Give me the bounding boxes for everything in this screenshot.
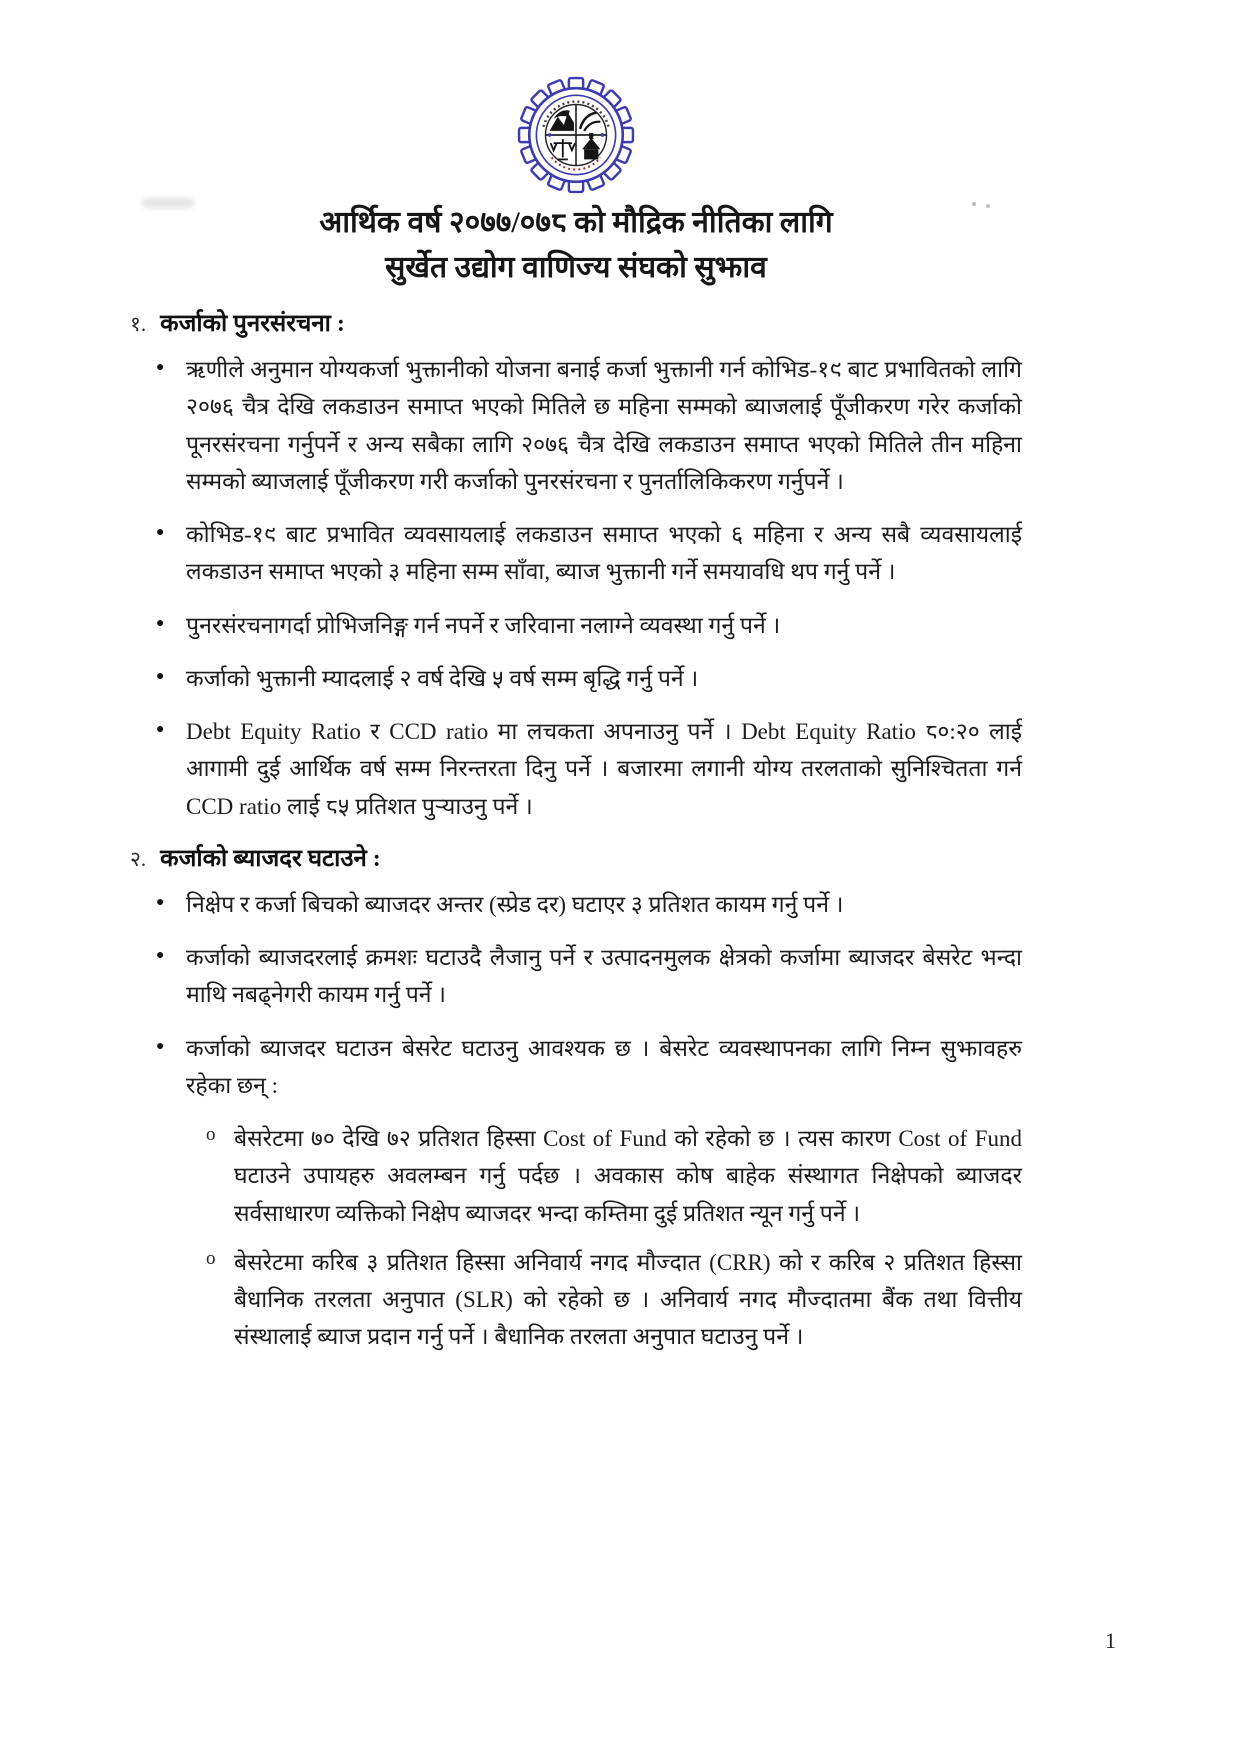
bullet-dot-icon: ● — [156, 894, 165, 910]
bullet-dot-icon: ● — [156, 360, 165, 375]
bullet-text: कर्जाको भुक्तानी म्यादलाई २ वर्ष देखि ५ वर्ष सम्म बृद्धि गर्नु पर्ने । — [186, 665, 699, 691]
bullet-text: ऋणीले अनुमान योग्यकर्जा भुक्तानीको योजना बनाई कर्जा भुक्तानी गर्न कोभिड-१९ बाट प्रभावितको लागि २०७६ चैत्र देखि लकडाउन समाप्त भएको मितिले छ महिना सम्मको ब्याजलाई पूँजीकरण गरेर कर्जाको पूनरसंरचना गर्नुपर्ने र अन्य सबैका लागि २०७६ चैत्र देखि लकडाउन समाप्त भएको मितिले तीन महिना सम्मको ब्याजलाई पूँजीकरण गरी कर्जाको पुनरसंरचना र पुनर्तालिकिकरण गर्नुपर्ने । — [186, 357, 1022, 494]
bullet-item — [156, 939, 1022, 1014]
sub-bullet-text: बेसरेटमा करिब ३ प्रतिशत हिस्सा अनिवार्य नगद मौज्दात (CRR) को र करिब २ प्रतिशत हिस्सा बैधानिक तरलता अनुपात (SLR) को रहेको छ । अनिवार्य नगद मौज्दातमा बैंक तथा वित्तीय संस्थालाई ब्याज प्रदान गर्नु पर्ने । बैधानिक तरलता अनुपात घटाउनु पर्ने । — [234, 1249, 1022, 1350]
section-number: २. — [130, 846, 147, 871]
organization-seal-icon — [515, 74, 637, 196]
bullet-dot-icon: ● — [156, 668, 165, 684]
bullet-circle-icon: o — [206, 1247, 216, 1269]
page-number: 1 — [1105, 1628, 1116, 1653]
bullet-dot-icon: ● — [156, 525, 165, 540]
section-title: कर्जाको ब्याजदर घटाउने : — [160, 845, 381, 872]
section-interest-rate-reduction — [130, 841, 1022, 1356]
bullet-dot-icon: ● — [156, 722, 165, 737]
bullet-text: पुनरसंरचनागर्दा प्रोभिजनिङ्ग गर्न नपर्ने र जरिवाना नलाग्ने व्यवस्था गर्नु पर्ने । — [186, 612, 781, 638]
bullet-dot-icon: ● — [156, 615, 165, 631]
sub-bullet-item — [206, 1244, 1022, 1356]
bullet-text: कोभिड-१९ बाट प्रभावित व्यवसायलाई लकडाउन समाप्त भएको ६ महिना र अन्य सबै व्यवसायलाई लकडाउन समाप्त भएको ३ महिना सम्म साँवा, ब्याज भुक्तानी गर्ने समयावधि थप गर्नु पर्ने । — [186, 522, 1022, 585]
sub-bullet-item — [206, 1120, 1022, 1232]
sub-bullet-text: बेसरेटमा ७० देखि ७२ प्रतिशत हिस्सा Cost of Fund को रहेको छ । त्यस कारण Cost of Fund घटाउने उपायहरु अवलम्बन गर्नु पर्दछ । अवकास कोष बाहेक संस्थागत निक्षेपको ब्याजदर सर्वसाधारण व्यक्तिको निक्षेप ब्याजदर भन्दा कम्तिमा दुई प्रतिशत न्यून गर्नु पर्ने । — [234, 1126, 1022, 1226]
section-number: १. — [130, 312, 147, 336]
section-heading — [130, 841, 1022, 874]
bullet-text: Debt Equity Ratio र CCD ratio मा लचकता अपनाउनु पर्ने । Debt Equity Ratio ८०:२० लाई आगामी दुई आर्थिक वर्ष सम्म निरन्तरता दिनु पर्ने । बजारमा लगानी योग्य तरलताको सुनिश्चितता गर्न CCD ratio लाई ८५ प्रतिशत पुऱ्याउनु पर्ने । — [186, 719, 1022, 819]
bullet-text: कर्जाको ब्याजदरलाई क्रमशः घटाउदै लैजानु पर्ने र उत्पादनमुलक क्षेत्रको कर्जामा ब्याजदर बेसरेट भन्दा माथि नबढ्नेगरी कायम गर्नु पर्ने । — [186, 945, 1022, 1008]
sub-bullet-list — [206, 1120, 1022, 1356]
bullet-item — [156, 660, 1022, 697]
bullet-item — [156, 351, 1022, 500]
title-line-2: सुर्खेत उद्योग वाणिज्य संघको सुझाव — [385, 251, 767, 284]
bullet-dot-icon: ● — [156, 1038, 165, 1054]
page-title — [130, 200, 1022, 290]
bullet-item — [156, 1030, 1022, 1105]
bullet-item — [156, 516, 1022, 591]
scan-artifact — [972, 202, 976, 206]
bullet-circle-icon: o — [206, 1124, 216, 1145]
bullet-item — [156, 607, 1022, 644]
section-heading — [130, 306, 1022, 339]
bullet-item — [156, 713, 1022, 825]
bullet-item — [156, 886, 1022, 923]
section-title: कर्जाको पुनरसंरचना : — [160, 311, 345, 337]
bullet-text: निक्षेप र कर्जा बिचको ब्याजदर अन्तर (स्प्रेड दर) घटाएर ३ प्रतिशत कायम गर्नु पर्ने । — [186, 891, 844, 917]
section-loan-restructuring — [130, 306, 1022, 825]
title-line-1: आर्थिक वर्ष २०७७/०७८ को मौद्रिक नीतिका लागि — [319, 206, 833, 239]
bullet-text: कर्जाको ब्याजदर घटाउन बेसरेट घटाउनु आवश्यक छ । बेसरेट व्यवस्थापनका लागि निम्न सुझावहरु रहेका छन् : — [186, 1035, 1022, 1098]
scan-artifact — [142, 198, 194, 208]
bullet-dot-icon: ● — [156, 948, 165, 963]
